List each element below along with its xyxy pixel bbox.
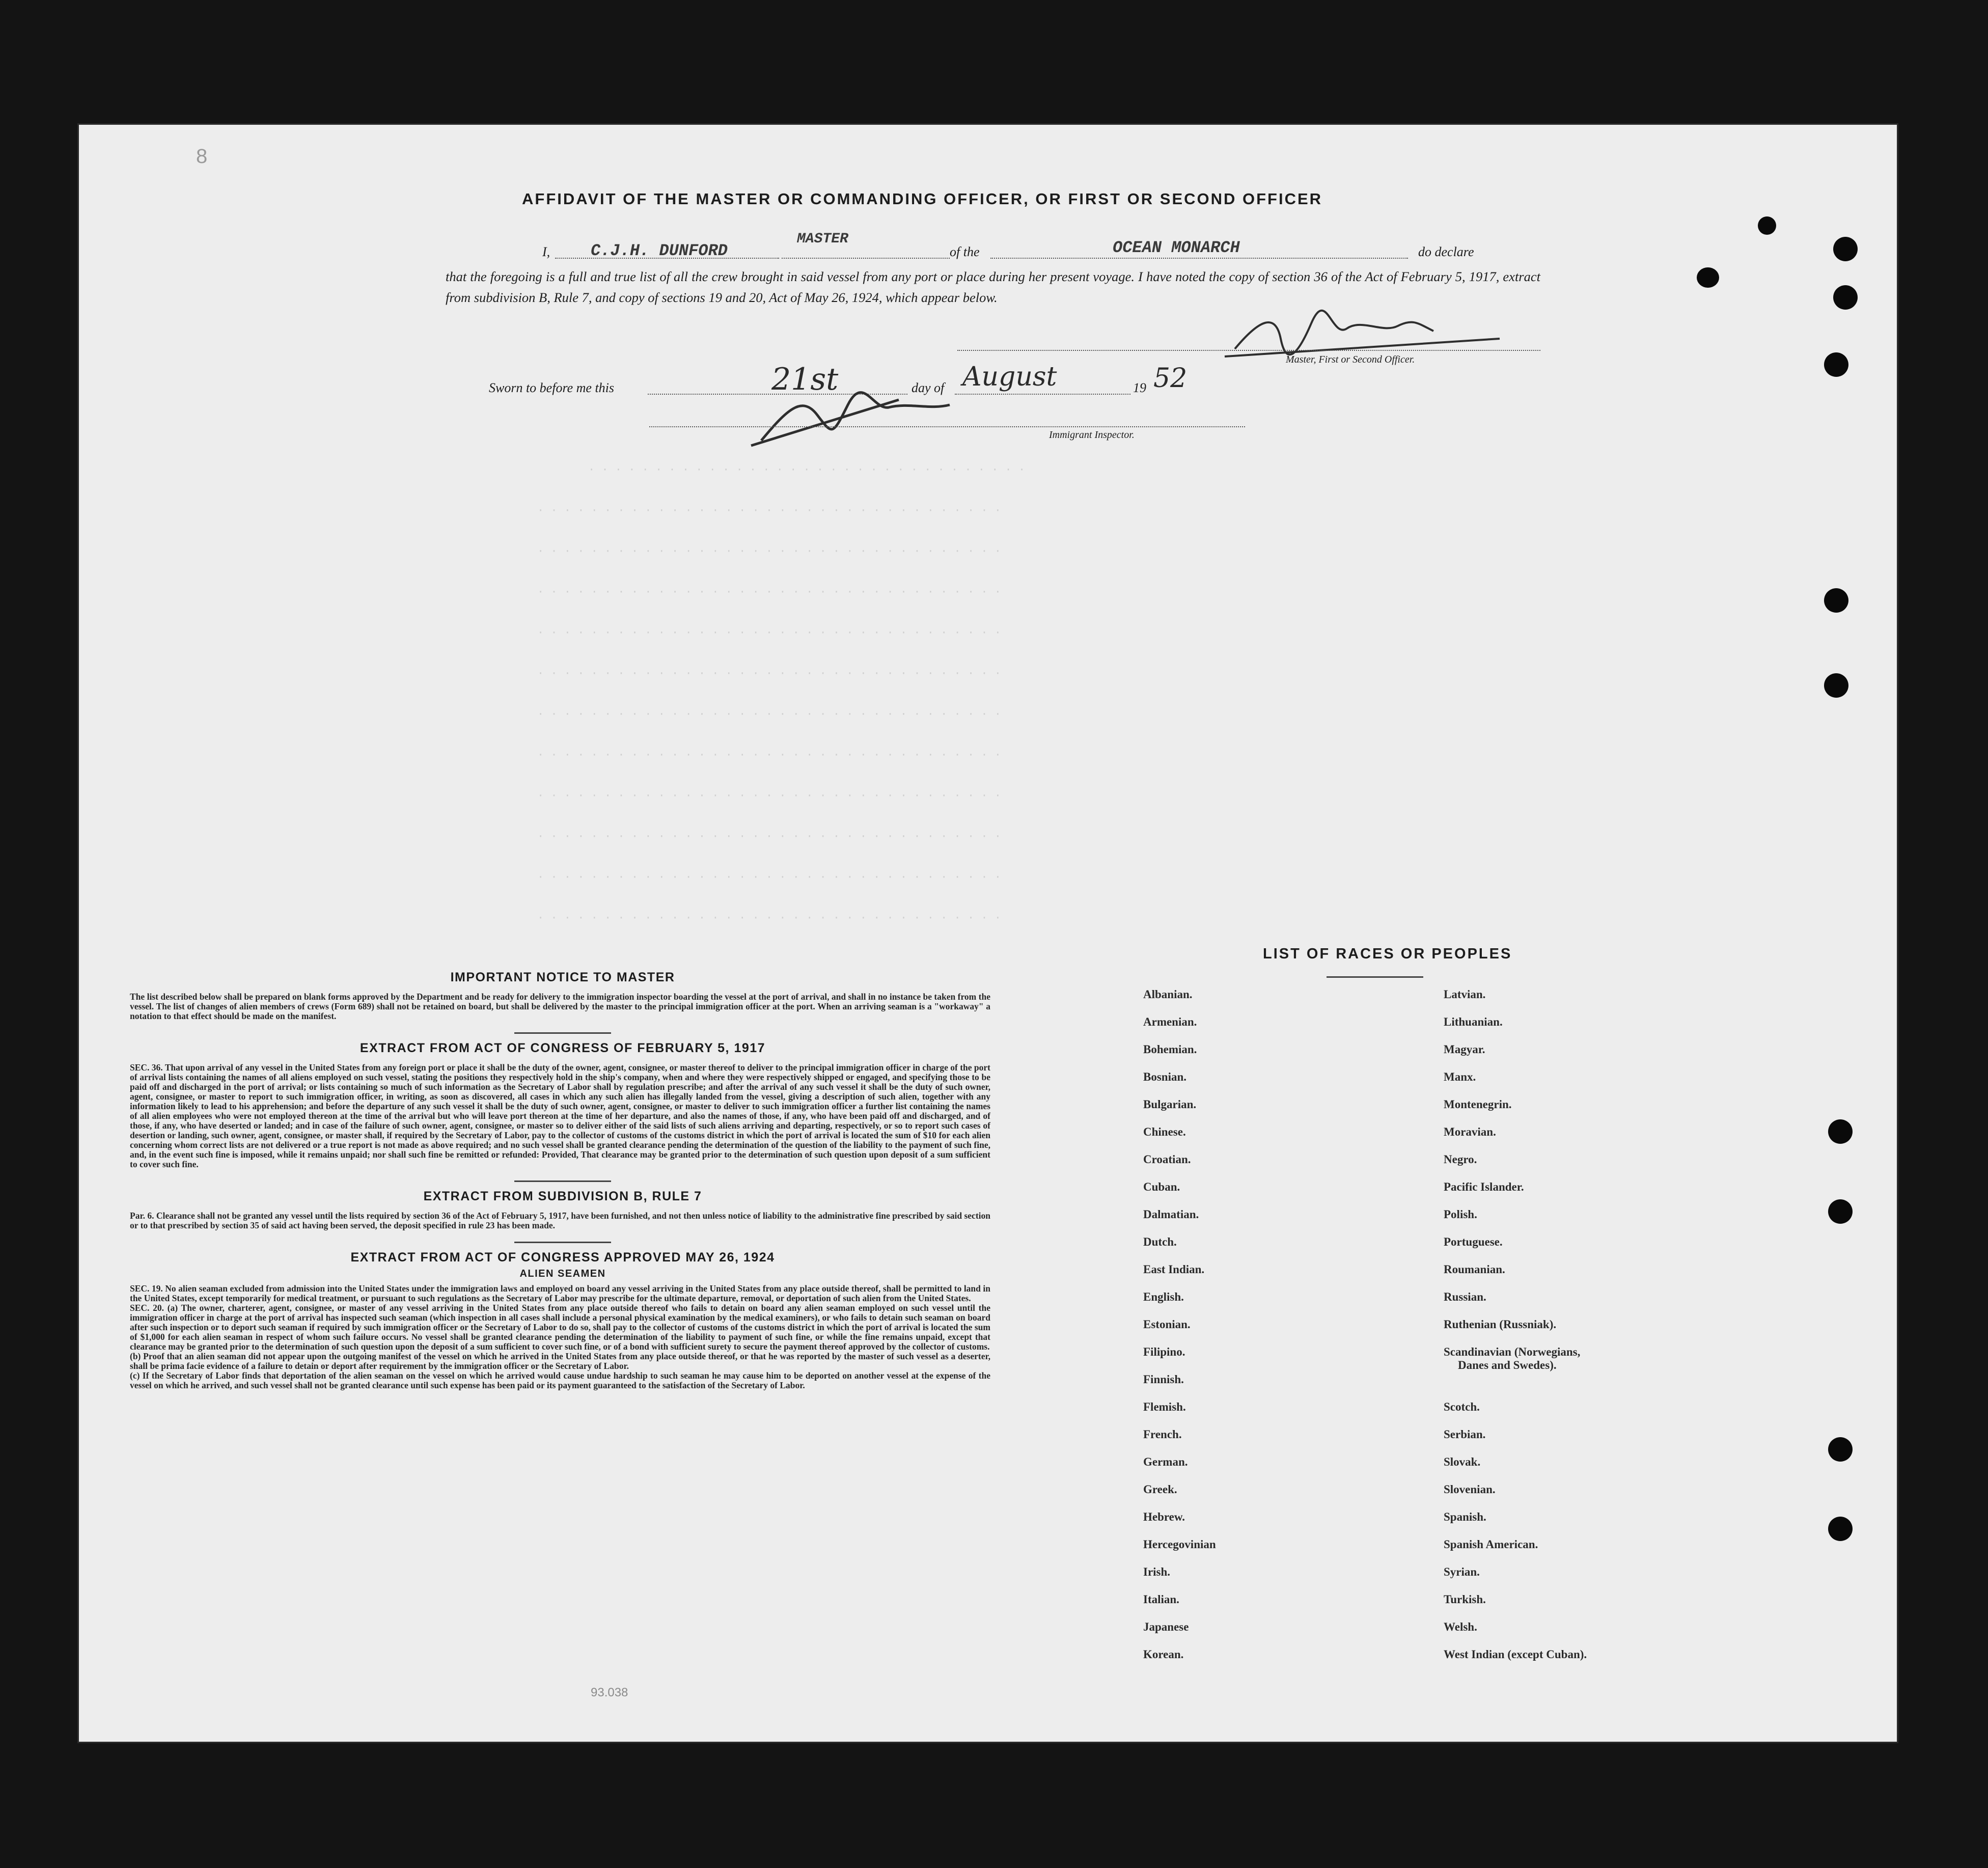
race-item: Turkish. [1444,1593,1486,1606]
binder-hole [1824,588,1848,613]
race-item: Finnish. [1143,1373,1184,1386]
race-item: Pacific Islander. [1444,1180,1524,1193]
race-item: Portuguese. [1444,1235,1503,1248]
page-mark: 8 [196,145,208,168]
race-item: Cuban. [1143,1180,1180,1193]
document-page: · · · · · · · · · · · · · · · · · · · · · · · · · · · · · · · · · · · · · · · · · · · · · · · · · · · · · · · · · · · · · · · · · · · · · · · · · · · · · · · · · · · · · · · · · · · · · · · · · · · · · · · · · · · · · · · · · · · · · · · · · · · · · · · · · · · · · · · · · · · · · · · · · · · · · · · · · · · · · · · · · · · · · · · · · · · · · · · · · · · · · · · · · · · · · · · · · · · · · · · · · · · · · · · · · · · · · · · · · · · · · · · · · · · · · · · · · · · · · · · · · · · · · · · · · · · · · · · · · · · · · · · · · · · · · · · · · · · · · · · · · · · · · · · · · · · · · · · · · · · · · · · · · · · · · · · · · · · · · · · · · · · · · · · · · · · · · · · · · · · · · · · · · · · · · · · · · · · · · · · · · · · · · · · · · · · · · · · · · · · · · · · · · · · · · · · · · · · · · · · · · · · · · · · · · · · · · · · · · · 8 AFFIDAVIT OF THE MASTER OR COMMANDING OFFICER, OR FIRST OR SECOND OFFICER I, C.J.H. DUNFORD MASTER of the OCEAN MONARCH do declare that the foregoing is a full and true list of all the crew brought in said vessel from any port or place during her present voyage. I have noted the copy of section 36 of the Act of February 5, 1917, extract from subdivision B, Rule 7, and copy of sections 19 and 20, Act of May 26, 1924, which appear below. Master, First or Second Officer. Sworn to before me this 21st day of August 19 52 Immigrant Inspector. IMPORTANT NOTICE TO MASTER The list described below shall be prepared on blank forms approved by the Department and be ready for delivery to the immigration inspector boarding the vessel at the port of arrival, and shall in no instance be taken from the vessel. The list of changes of alien members of crews (Form 689) shall not be retained on board, but shall be delivered by the master to the principal immigration officer at the port. When an arriving seaman is a "workaway" a notation to that effect should be made on the manifest. EXTRACT FROM ACT OF CONGRESS OF FEBRUARY 5, 1917 SEC. 36. That upon arrival of any vessel in the United States from any foreign port or place it shall be the duty of the owner, agent, consignee, or master thereof to deliver to the principal immigration officer in charge of the port of arrival lists containing the names of all aliens employed on such vessel, stating the positions they respectively hold in the ship's company, when and where they were respectively shipped or engaged, and specifying those to be paid off and discharged in the port of arrival; or lists containing so much of such information as the Secretary of Labor shall by regulation prescribe; and after the arrival of any such vessel it shall be the duty of such owner, agent, consignee, or master to report to such immigration officer, in writing, as soon as discovered, all cases in which any such alien has illegally landed from the vessel, giving a description of such alien, together with any information likely to lead to his apprehension; and before the departure of any such vessel it shall be the duty of such owner, agent, consignee, or master to deliver to such immigration officer a further list containing the names of all alien employees who were not employed thereon at the time of the arrival but who will leave port thereon at the time of her departure, and also the names of those, if any, who have been paid off and discharged, and of those, if any, who have deserted or landed; and in case of the failure of such owner, agent, consignee, or master so to deliver either of the said lists of such aliens arriving and departing, respectively, or so to report such cases of desertion or landing, such owner, agent, consignee, or master shall, if required by the Secretary of Labor, pay to the collector of customs of the customs district in which the port of arrival is located the sum of $10 for each alien concerning whom correct lists are not delivered or a true report is not made as above required; and no such vessel shall be granted clearance pending the determination of the question of the liability to the payment of such fine, and, in the event such fine is imposed, while it remains unpaid; nor shall such fine be remitted or refunded: Provided, That clearance may be granted prior to the determination of such question upon deposit of a sum sufficient to cover such fine. EXTRACT FROM SUBDIVISION B, RULE 7 Par. 6. Clearance shall not be granted any vessel until the lists required by section 36 of the Act of February 5, 1917, have been furnished, and not then unless notice of liability to the administrative fine prescribed by said section or to that prescribed by section 35 of said act having been served, the deposit specified in rule 23 has been made. EXTRACT FROM ACT OF CONGRESS APPROVED MAY 26, 1924 ALIEN SEAMEN SEC. 19. No alien seaman excluded from admission into the United States under the immigration laws and employed on board any vessel arriving in the United States from any place outside thereof, shall be permitted to land in the United States, except temporarily for medical treatment, or pursuant to such regulations as the Secretary of Labor may prescribe for the ultimate departure, removal, or deportation of such alien from the United States. SEC. 20. (a) The owner, charterer, agent, consignee, or master of any vessel arriving in the United States from any place outside thereof who fails to detain on board any alien seaman employed on such vessel until the immigration officer in charge at the port of arrival has inspected such seaman (which inspection in all cases shall include a personal physical examination by the medical examiners), or who fails to detain such seaman on board after such inspection or to deport such seaman if required by such immigration officer or the Secretary of Labor to do so, shall pay to the collector of customs of the customs district in which the port of arrival is located the sum of $1,000 for each alien seaman in respect of whom such failure occurs. No vessel shall be granted clearance pending the determination of the liability to payment of such fine, or while the fine remains unpaid, except that clearance may be granted prior to the determination of such question upon the deposit of a sum sufficient to cover such fine, or of a bond with sufficient surety to secure the payment thereof approved by the collector of customs. (b) Proof that an alien seaman did not appear upon the outgoing manifest of the vessel on which he arrived in the United States from any place outside thereof, or that he was reported by the master of such vessel as a deserter, shall be prima facie evidence of a failure to detain or deport after requirement by the immigration officer or the Secretary of Labor. (c) If the Secretary of Labor finds that deportation of the alien seaman on the vessel on which he arrived would cause undue hardship to such seaman he may cause him to be deported on another vessel at the expense of the vessel on which he arrived, and such vessel shall not be granted clearance until such expense has been paid or its payment guaranteed to the satisfaction of the Secretary of Labor. 93.038 LIST OF RACES OR PEOPLES Albanian. Armenian. Bohemian. Bosnian. Bulgarian. Chinese. Croatian. Cuban. Dalmatian. Dutch. East Indian. English. Estonian. Filipino. Finnish. Flemish. French. German. Greek. Hebrew. Hercegovinian Irish. Italian. Japanese Korean. Latvian. Lithuanian. Magyar. Manx. Montenegrin. Moravian. Negro. Pacific Islander. Polish. Portuguese. Roumanian. Russian. Ruthenian (Russniak). Scandinavian (Norwegians, Danes and Swedes). Scotch. Serbian. Slovak. Slovenian. Spanish. Spanish American. Syrian. Turkish. Welsh. West Indian (except Cuban). [79,125,1897,1742]
inspector-signature [746,379,1011,451]
race-item: French. [1143,1428,1182,1441]
divider [514,1242,611,1243]
race-item: Flemish. [1143,1400,1186,1413]
notice-body: The list described below shall be prepared on blank forms approved by the Department and be ready for delivery to the immigration inspector boarding the vessel at the port of arrival, and shall in no instance be taken from the vessel. The list of changes of alien members of crews (Form 689) shall not be retained on board, but shall be delivered by the master to the principal immigration officer at the port. When an arriving seaman is a "workaway" a notation to that effect should be made on the manifest. [130,992,990,1021]
sworn-day: 21st [771,362,839,397]
sec20b-body: (b) Proof that an alien seaman did not appear upon the outgoing manifest of the vessel on which he arrived in the United States from any place outside thereof, or that he was reported by the master of such vessel as a deserter, shall be prima facie evidence of a failure to detain or deport after requirement by the immigration officer or the Secretary of Labor. [130,1351,990,1371]
race-item: Negro. [1444,1153,1477,1166]
notice-title: IMPORTANT NOTICE TO MASTER [450,970,675,984]
race-item: Irish. [1143,1565,1171,1578]
races-right-column [1444,988,1587,1675]
race-item: Armenian. [1143,1015,1197,1028]
race-item: Japanese [1143,1620,1189,1633]
race-item: Bulgarian. [1143,1098,1197,1111]
race-item: English. [1143,1290,1184,1303]
extract3-title: EXTRACT FROM ACT OF CONGRESS APPROVED MAY 26, 1924 [350,1250,775,1265]
divider [514,1180,611,1182]
race-item: Bohemian. [1143,1043,1197,1056]
binder-hole [1824,673,1848,698]
sworn-month: August [962,362,1057,392]
race-item: Polish. [1444,1208,1477,1221]
inspector-label: Immigrant Inspector. [1049,429,1135,441]
race-item: Croatian. [1143,1153,1191,1166]
race-item: Russian. [1444,1290,1486,1303]
races-title-rule [1327,976,1423,978]
race-item-continuation: Danes and Swedes). [1458,1359,1557,1371]
extract3-subtitle: ALIEN SEAMEN [519,1268,606,1279]
race-item: Scandinavian (Norwegians, [1444,1345,1581,1358]
race-item: Lithuanian. [1444,1015,1503,1028]
race-item: Moravian. [1444,1125,1496,1138]
race-item: Hercegovinian [1143,1538,1216,1551]
ink-blot [1758,216,1776,235]
sec20a-body: SEC. 20. (a) The owner, charterer, agent, consignee, or master of any vessel arriving in the United States from any place outside thereof who fails to detain on board any alien seaman employed on such vessel until the immigration officer in charge at the port of arrival has inspected such seaman (which inspection in all cases shall include a personal physical examination by the medical examiners), or who fails to detain such seaman on board after such inspection or to deport such seaman if required by such immigration officer or the Secretary of Labor to do so, shall pay to the collector of customs of the customs district in which the port of arrival is located the sum of $1,000 for each alien seaman in respect of whom such failure occurs. No vessel shall be granted clearance pending the determination of the liability to payment of such fine, or while the fine remains unpaid, except that clearance may be granted prior to the determination of such question upon the deposit of a sum sufficient to cover such fine, or of a bond with sufficient surety to secure the payment thereof approved by the collector of customs. [130,1303,990,1352]
race-item: Bosnian. [1143,1070,1187,1083]
extract1-body: SEC. 36. That upon arrival of any vessel in the United States from any foreign port or place it shall be the duty of the owner, agent, consignee, or master thereof to deliver to the principal immigration officer in charge of the port of arrival lists containing the names of all aliens employed on such vessel, stating the positions they respectively hold in the ship's company, when and where they were respectively shipped or engaged, and specifying those to be paid off and discharged in the port of arrival; or lists containing so much of such information as the Secretary of Labor shall by regulation prescribe; and after the arrival of any such vessel it shall be the duty of such owner, agent, consignee, or master to report to such immigration officer, in writing, as soon as discovered, all cases in which any such alien has illegally landed from the vessel, giving a description of such alien, together with any information likely to lead to his apprehension; and before the departure of any such vessel it shall be the duty of such owner, agent, consignee, or master to deliver to such immigration officer a further list containing the names of all alien employees who were not employed thereon at the time of the arrival but who will leave port thereon at the time of her departure, and also the names of those, if any, who have been paid off and discharged, and of those, if any, who have deserted or landed; and in case of the failure of such owner, agent, consignee, or master so to deliver either of the said lists of such aliens arriving and departing, respectively, or so to report such cases of desertion or landing, such owner, agent, consignee, or master shall, if required by the Secretary of Labor, pay to the collector of customs of the customs district in which the port of arrival is located the sum of $10 for each alien concerning whom correct lists are not delivered or a true report is not made as above required; and no such vessel shall be granted clearance pending the determination of the question of the liability to the payment of such fine, and, in the event such fine is imposed, while it remains unpaid; nor shall such fine be remitted or refunded: Provided, That clearance may be granted prior to the determination of such question upon deposit of a sum sufficient to cover such fine. [130,1062,990,1169]
race-item: Dalmatian. [1143,1208,1199,1221]
ink-blot [1697,267,1719,288]
day-of-label: day of [912,380,945,395]
race-item: Latvian. [1444,988,1486,1001]
vessel-name: OCEAN MONARCH [1113,238,1240,257]
races-title: LIST OF RACES OR PEOPLES [1263,946,1512,962]
race-item: Scotch. [1444,1400,1480,1413]
race-item: Spanish American. [1444,1538,1538,1551]
binder-hole [1828,1199,1853,1224]
notice-section [130,970,996,1390]
extract2-title: EXTRACT FROM SUBDIVISION B, RULE 7 [423,1189,702,1203]
sworn-prefix: Sworn to before me this [489,380,615,395]
bottom-number: 93.038 [591,1686,628,1699]
master-signature-line [957,350,1540,351]
sec19-body: SEC. 19. No alien seaman excluded from admission into the United States under the immigration laws and employed on board any vessel arriving in the United States from any place outside thereof, shall be permitted to land in the United States, except temporarily for medical treatment, or pursuant to such regulations as the Secretary of Labor may prescribe for the ultimate departure, removal, or deportation of such alien from the United States. [130,1283,990,1303]
race-item: West Indian (except Cuban). [1444,1648,1587,1661]
race-item: Ruthenian (Russniak). [1444,1318,1557,1331]
race-item: Spanish. [1444,1510,1486,1523]
race-item: Syrian. [1444,1565,1480,1578]
race-item: Italian. [1143,1593,1179,1606]
race-item: Montenegrin. [1444,1098,1512,1111]
race-item: Roumanian. [1444,1263,1505,1276]
binder-hole [1833,285,1858,310]
affidavit-declaration-line [542,231,1540,265]
extract2-body: Par. 6. Clearance shall not be granted any vessel until the lists required by section 36 of the Act of February 5, 1917, have been furnished, and not then unless notice of liability to the administrative fine prescribed by said section or to that prescribed by section 35 of said act having been served, the deposit specified in rule 23 has been made. [130,1211,990,1230]
race-item: Greek. [1143,1483,1177,1496]
race-item: Serbian. [1444,1428,1486,1441]
binder-hole [1824,352,1848,377]
race-item: Welsh. [1444,1620,1477,1633]
year-suffix: 52 [1153,363,1188,394]
race-item: Slovak. [1444,1455,1481,1468]
race-item: Albanian. [1143,988,1193,1001]
master-signature-label: Master, First or Second Officer. [1286,354,1415,365]
race-item: Estonian. [1143,1318,1191,1331]
of-the-label: of the [950,244,980,259]
divider [514,1032,611,1034]
affidavit-title: AFFIDAVIT OF THE MASTER OR COMMANDING OFFICER, OR FIRST OR SECOND OFFICER [522,190,1323,208]
race-item: Slovenian. [1444,1483,1496,1496]
affidavit-statement: that the foregoing is a full and true list of all the crew brought in said vessel from any port or place during her present voyage. I have noted the copy of section 36 of the Act of February 5, 1917, extract from subdivision B, Rule 7, and copy of sections 19 and 20, Act of May 26, 1924, which appear below. [446,269,1540,305]
race-item: East Indian. [1143,1263,1205,1276]
binder-hole [1828,1437,1853,1462]
race-item: Manx. [1444,1070,1476,1083]
line-prefix: I, [542,244,550,259]
officer-name: C.J.H. DUNFORD [591,241,728,260]
race-item: Filipino. [1143,1345,1185,1358]
extract1-title: EXTRACT FROM ACT OF CONGRESS OF FEBRUARY 5, 1917 [360,1041,766,1055]
race-item: Dutch. [1143,1235,1177,1248]
officer-rank: MASTER [797,231,848,247]
race-item: Magyar. [1444,1043,1485,1056]
binder-hole [1828,1517,1853,1541]
year-prefix: 19 [1133,380,1146,395]
inspector-signature-line [649,426,1245,427]
race-item: Chinese. [1143,1125,1186,1138]
do-declare-label: do declare [1418,244,1474,259]
race-item: Korean. [1143,1648,1184,1661]
binder-hole [1833,237,1858,261]
races-left-column [1143,988,1216,1675]
race-item: Hebrew. [1143,1510,1185,1523]
sec20c-body: (c) If the Secretary of Labor finds that deportation of the alien seaman on the vessel on which he arrived would cause undue hardship to such seaman he may cause him to be deported on another vessel at the expense of the vessel on which he arrived, and such vessel shall not be granted clearance until such expense has been paid or its payment guaranteed to the satisfaction of the Secretary of Labor. [130,1370,990,1390]
binder-hole [1828,1119,1853,1144]
race-item: German. [1143,1455,1188,1468]
